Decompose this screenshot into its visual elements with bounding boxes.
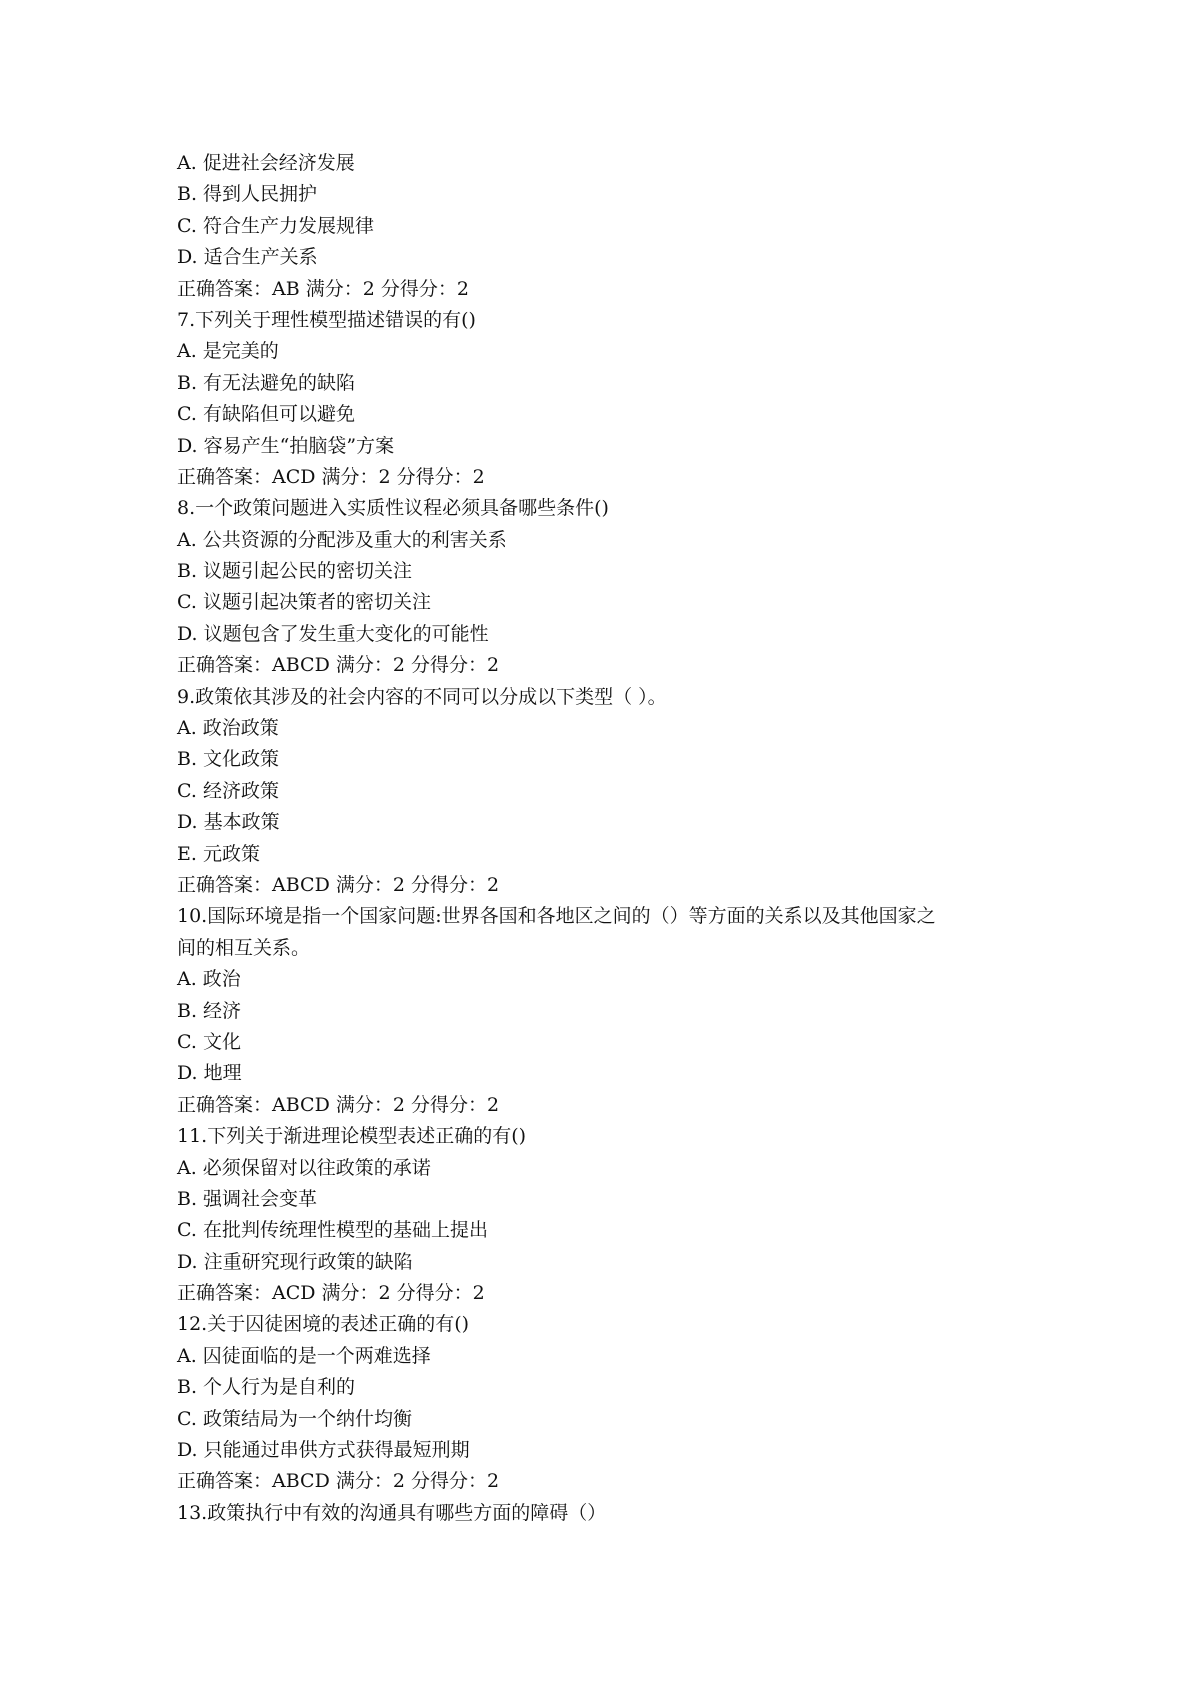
question-line: 12.关于囚徒困境的表述正确的有() [177,1313,470,1336]
answer-line: 正确答案：ABCD 满分：2 分得分：2 [177,1093,500,1116]
option-line: C. 符合生产力发展规律 [177,214,374,237]
option-line: D. 地理 [177,1062,242,1085]
option-line: D. 只能通过串供方式获得最短刑期 [177,1439,470,1462]
question-line: 9.政策依其涉及的社会内容的不同可以分成以下类型（ ）。 [177,685,667,708]
option-line: D. 适合生产关系 [177,246,318,269]
question-line: 7.下列关于理性模型描述错误的有() [177,308,476,331]
option-line: B. 有无法避免的缺陷 [177,371,356,394]
option-line: A. 政治 [177,968,241,991]
option-line: B. 个人行为是自利的 [177,1376,356,1399]
option-line: A. 政治政策 [177,717,279,740]
text-line: 间的相互关系。 [177,936,311,959]
answer-line: 正确答案：AB 满分：2 分得分：2 [177,277,469,300]
document-body [177,148,1037,1529]
option-line: A. 必须保留对以往政策的承诺 [177,1156,431,1179]
question-line: 10.国际环境是指一个国家问题:世界各国和各地区之间的（）等方面的关系以及其他国家之 [177,905,936,928]
option-line: B. 经济 [177,999,242,1022]
option-line: A. 囚徒面临的是一个两难选择 [177,1344,431,1367]
option-line: E. 元政策 [177,842,260,865]
option-line: B. 得到人民拥护 [177,183,318,206]
option-line: C. 政策结局为一个纳什均衡 [177,1407,412,1430]
option-line: D. 容易产生“拍脑袋”方案 [177,434,395,457]
answer-line: 正确答案：ABCD 满分：2 分得分：2 [177,873,500,896]
question-line: 8.一个政策问题进入实质性议程必须具备哪些条件() [177,497,609,520]
answer-line: 正确答案：ABCD 满分：2 分得分：2 [177,654,500,677]
option-line: C. 有缺陷但可以避免 [177,403,355,426]
option-line: B. 议题引起公民的密切关注 [177,560,413,583]
answer-line: 正确答案：ACD 满分：2 分得分：2 [177,465,485,488]
option-line: D. 议题包含了发生重大变化的可能性 [177,622,489,645]
option-line: C. 在批判传统理性模型的基础上提出 [177,1219,488,1242]
question-line: 11.下列关于渐进理论模型表述正确的有() [177,1125,527,1148]
option-line: C. 经济政策 [177,779,279,802]
option-line: B. 文化政策 [177,748,280,771]
option-line: A. 是完美的 [177,340,279,363]
option-line: D. 基本政策 [177,811,280,834]
option-line: C. 议题引起决策者的密切关注 [177,591,431,614]
question-line: 13.政策执行中有效的沟通具有哪些方面的障碍（） [177,1501,607,1524]
answer-line: 正确答案：ACD 满分：2 分得分：2 [177,1282,485,1305]
answer-line: 正确答案：ABCD 满分：2 分得分：2 [177,1470,500,1493]
option-line: C. 文化 [177,1030,241,1053]
option-line: A. 公共资源的分配涉及重大的利害关系 [177,528,507,551]
option-line: A. 促进社会经济发展 [177,152,355,174]
option-line: B. 强调社会变革 [177,1187,318,1210]
option-line: D. 注重研究现行政策的缺陷 [177,1250,413,1273]
